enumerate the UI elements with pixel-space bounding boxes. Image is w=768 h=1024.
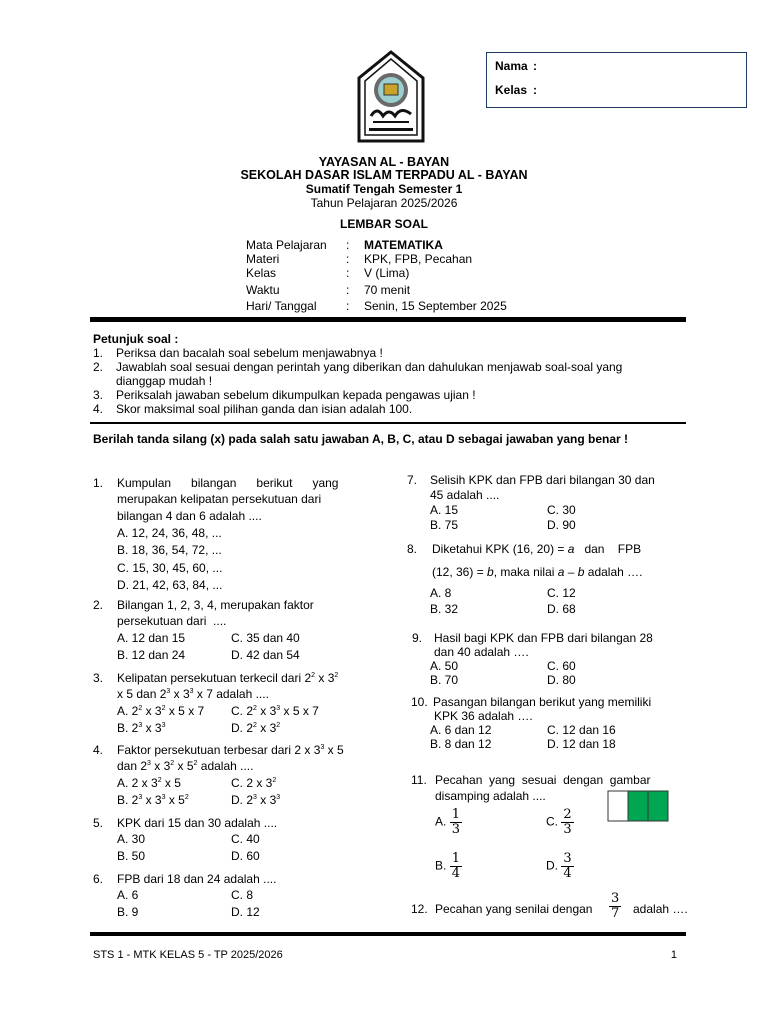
option-b[interactable] bbox=[117, 720, 166, 736]
question-text: disamping adalah .... bbox=[435, 789, 546, 803]
info-row-tanggal bbox=[246, 299, 646, 314]
text-part: x 3 bbox=[142, 704, 162, 718]
text-part: x 3 bbox=[142, 793, 162, 807]
info-key: Hari/ Tanggal bbox=[246, 299, 317, 313]
question-number: 1. bbox=[93, 476, 104, 490]
question-12 bbox=[407, 892, 697, 926]
text-part: x 3 bbox=[256, 721, 277, 735]
option-b[interactable]: B. 32 bbox=[430, 602, 459, 616]
exponent: 2 bbox=[253, 722, 257, 729]
option-c[interactable]: C. 8 bbox=[231, 888, 254, 902]
info-value: MATEMATIKA bbox=[364, 238, 443, 252]
info-row-subject bbox=[246, 238, 646, 253]
question-text: Bilangan 1, 2, 3, 4, merupakan faktor bbox=[117, 598, 314, 612]
fraction bbox=[609, 892, 621, 921]
school-logo bbox=[357, 50, 425, 143]
fraction bbox=[561, 808, 573, 837]
question-2 bbox=[93, 597, 361, 663]
shaded-part bbox=[648, 791, 668, 821]
option-b[interactable]: B. 70 bbox=[430, 673, 459, 687]
exponent: 2 bbox=[157, 777, 162, 784]
info-sep: : bbox=[346, 299, 350, 313]
option-c[interactable]: C. 40 bbox=[231, 832, 260, 846]
question-text bbox=[432, 564, 643, 580]
info-value: 70 menit bbox=[364, 283, 411, 297]
question-text: persekutuan dari .... bbox=[117, 614, 227, 628]
instruction-item bbox=[93, 375, 688, 389]
option-c[interactable]: C. 30 bbox=[547, 503, 576, 517]
option-b[interactable]: B. 18, 36, 54, 72, ... bbox=[117, 543, 222, 557]
option-d[interactable] bbox=[546, 852, 574, 881]
option-b[interactable] bbox=[117, 792, 189, 808]
text-part: B. 2 bbox=[117, 721, 139, 735]
text-part: x 5 dan 2 bbox=[117, 687, 167, 701]
instruction-item bbox=[93, 403, 688, 417]
numerator: 2 bbox=[563, 807, 572, 822]
exponent: 2 bbox=[276, 722, 281, 729]
unshaded-part bbox=[608, 791, 628, 821]
option-c[interactable]: C. 12 dan 16 bbox=[547, 723, 616, 737]
name-class-box bbox=[486, 52, 747, 108]
option-a[interactable]: A. 15 bbox=[430, 503, 459, 517]
instruction-number: 2. bbox=[93, 360, 104, 374]
text-part: x 5 x 7 bbox=[165, 704, 205, 718]
option-d[interactable] bbox=[231, 792, 280, 808]
fraction bbox=[450, 808, 462, 837]
question-text: 45 adalah .... bbox=[430, 488, 500, 502]
option-c[interactable] bbox=[231, 703, 319, 719]
option-b[interactable] bbox=[435, 852, 462, 881]
question-text bbox=[117, 686, 269, 702]
footer-label: STS 1 - MTK KELAS 5 - TP 2025/2026 bbox=[93, 949, 283, 961]
info-row-waktu bbox=[246, 283, 646, 298]
text-part: (12, 36) = bbox=[432, 565, 488, 579]
text-part: B. 2 bbox=[117, 793, 139, 807]
question-text: KPK 36 adalah …. bbox=[434, 709, 533, 723]
instruction-item bbox=[93, 361, 688, 375]
instructions-divider bbox=[90, 422, 686, 424]
kelas-row bbox=[495, 83, 537, 97]
instruction-text: Jawablah soal sesuai dengan perintah yang diberikan dan dahulukan menjawab soal-soal yang bbox=[116, 360, 623, 374]
instructions-list bbox=[93, 347, 688, 419]
option-b[interactable]: B. 12 dan 24 bbox=[117, 648, 186, 662]
footer-divider bbox=[90, 932, 686, 936]
question-text: KPK dari 15 dan 30 adalah .... bbox=[117, 816, 278, 830]
answer-instruction: Berilah tanda silang (x) pada salah satu jawaban A, B, C, atau D sebagai jawaban yang benar ! bbox=[93, 432, 629, 446]
text-part: C. 2 x 3 bbox=[231, 776, 273, 790]
text-part: x 5 bbox=[324, 743, 344, 757]
sheet-title: LEMBAR SOAL bbox=[340, 217, 428, 231]
exponent: 3 bbox=[189, 688, 194, 695]
info-value: V (Lima) bbox=[364, 266, 410, 280]
question-text: bilangan 4 dan 6 adalah .... bbox=[117, 509, 262, 523]
question-8 bbox=[407, 541, 687, 617]
exponent: 3 bbox=[276, 794, 281, 801]
instructions-title: Petunjuk soal : bbox=[93, 332, 179, 346]
option-a[interactable]: A. 12, 24, 36, 48, ... bbox=[117, 526, 222, 540]
info-row-kelas bbox=[246, 266, 646, 281]
page-number: 1 bbox=[670, 949, 677, 961]
exponent: 3 bbox=[253, 794, 257, 801]
option-d[interactable]: D. 68 bbox=[547, 602, 576, 616]
question-text: merupakan kelipatan persekutuan dari bbox=[117, 492, 322, 506]
question-number: 8. bbox=[407, 542, 418, 556]
denominator: 4 bbox=[563, 866, 572, 881]
text-part: x 7 adalah .... bbox=[193, 687, 269, 701]
question-7 bbox=[407, 473, 687, 535]
option-letter: C. bbox=[546, 814, 558, 829]
numerator: 1 bbox=[451, 851, 460, 866]
question-text: dan 40 adalah …. bbox=[434, 645, 529, 659]
text-part: x 5 bbox=[165, 793, 185, 807]
academic-year: Tahun Pelajaran 2025/2026 bbox=[310, 196, 458, 210]
exponent: 2 bbox=[138, 705, 143, 712]
exponent: 3 bbox=[147, 760, 151, 767]
option-d[interactable]: D. 12 bbox=[231, 905, 260, 919]
option-a[interactable]: A. 8 bbox=[430, 586, 452, 600]
option-letter: D. bbox=[546, 858, 558, 873]
option-a[interactable]: A. 6 dan 12 bbox=[430, 723, 492, 737]
question-text: adalah …. bbox=[633, 902, 688, 916]
option-d[interactable]: D. 80 bbox=[547, 673, 576, 687]
text-part: x 5 x 7 bbox=[280, 704, 319, 718]
option-d[interactable] bbox=[231, 720, 280, 736]
question-number: 2. bbox=[93, 598, 104, 612]
question-5 bbox=[93, 815, 361, 865]
question-number: 12. bbox=[411, 902, 428, 916]
school-name: SEKOLAH DASAR ISLAM TERPADU AL - BAYAN bbox=[240, 168, 528, 182]
numerator: 1 bbox=[451, 807, 460, 822]
instruction-text: Periksalah jawaban sebelum dikumpulkan kepada pengawas ujian ! bbox=[116, 388, 476, 402]
text-part: x 5 bbox=[161, 776, 181, 790]
option-c[interactable]: C. 60 bbox=[547, 659, 576, 673]
exponent: 2 bbox=[253, 705, 257, 712]
question-text bbox=[432, 541, 641, 557]
nama-row bbox=[495, 59, 537, 73]
question-number: 7. bbox=[407, 473, 418, 487]
info-value: Senin, 15 September 2025 bbox=[364, 299, 507, 313]
text-part: x 3 bbox=[256, 704, 277, 718]
question-text bbox=[117, 758, 253, 774]
option-a[interactable]: A. 50 bbox=[430, 659, 459, 673]
fraction bbox=[450, 852, 462, 881]
question-10 bbox=[407, 695, 687, 753]
exponent: 2 bbox=[311, 672, 316, 679]
option-d[interactable]: D. 90 bbox=[547, 518, 576, 532]
info-sep: : bbox=[346, 266, 350, 280]
exponent: 2 bbox=[193, 760, 198, 767]
question-number: 11. bbox=[411, 773, 427, 787]
fraction bbox=[561, 852, 573, 881]
exponent: 3 bbox=[161, 794, 166, 801]
text-part: x 3 bbox=[150, 759, 171, 773]
numerator: 3 bbox=[563, 851, 572, 866]
text-part: , maka nilai bbox=[493, 565, 558, 579]
text-part: x 3 bbox=[256, 793, 277, 807]
question-text: Pecahan yang senilai dengan bbox=[435, 902, 593, 916]
instruction-number: 1. bbox=[93, 346, 104, 360]
denominator: 3 bbox=[451, 822, 460, 837]
question-number: 4. bbox=[93, 743, 104, 757]
exam-info bbox=[246, 238, 646, 318]
text-part: x 3 bbox=[170, 687, 190, 701]
info-value: KPK, FPB, Pecahan bbox=[364, 252, 473, 266]
exponent: 3 bbox=[320, 744, 325, 751]
instruction-number: 4. bbox=[93, 402, 104, 416]
exponent: 3 bbox=[276, 705, 281, 712]
option-d[interactable]: D. 21, 42, 63, 84, ... bbox=[117, 578, 223, 592]
info-key: Materi bbox=[246, 252, 280, 266]
info-key: Waktu bbox=[246, 283, 280, 297]
option-a[interactable]: A. 6 bbox=[117, 888, 139, 902]
question-number: 10. bbox=[411, 695, 428, 709]
question-text: FPB dari 18 dan 24 adalah .... bbox=[117, 872, 277, 886]
option-c[interactable]: C. 15, 30, 45, 60, ... bbox=[117, 561, 223, 575]
instruction-number: 3. bbox=[93, 388, 104, 402]
option-d[interactable]: D. 42 dan 54 bbox=[231, 648, 300, 662]
option-c[interactable] bbox=[231, 775, 276, 791]
question-text: Pecahan yang sesuai dengan gambar bbox=[435, 773, 651, 787]
question-number: 6. bbox=[93, 872, 104, 886]
option-a[interactable] bbox=[117, 775, 181, 791]
exponent: 2 bbox=[161, 705, 166, 712]
text-part: x 3 bbox=[315, 671, 335, 685]
denominator: 4 bbox=[451, 866, 460, 881]
fraction-body bbox=[609, 892, 621, 921]
question-text: Hasil bagi KPK dan FPB dari bilangan 28 bbox=[434, 631, 653, 645]
exponent: 3 bbox=[161, 722, 166, 729]
exponent: 3 bbox=[138, 794, 143, 801]
text-part: A. 2 bbox=[117, 704, 139, 718]
option-d[interactable]: D. 12 dan 18 bbox=[547, 737, 616, 751]
info-key: Kelas bbox=[246, 266, 277, 280]
nama-label: Nama bbox=[495, 59, 528, 73]
text-part: Diketahui KPK (16, 20) = bbox=[432, 542, 568, 556]
question-3 bbox=[93, 670, 368, 736]
text-part: Faktor persekutuan terbesar dari 2 x 3 bbox=[117, 743, 321, 757]
question-text: Kumpulan bilangan berikut yang bbox=[117, 476, 339, 490]
option-d[interactable]: D. 60 bbox=[231, 849, 260, 863]
text-part: D. 2 bbox=[231, 721, 254, 735]
exponent: 2 bbox=[334, 672, 339, 679]
option-a[interactable]: A. 12 dan 15 bbox=[117, 631, 186, 645]
option-letter: A. bbox=[435, 814, 447, 829]
info-sep: : bbox=[346, 283, 350, 297]
info-key: Mata Pelajaran bbox=[246, 238, 327, 252]
option-a[interactable] bbox=[435, 808, 462, 837]
instruction-text: Periksa dan bacalah soal sebelum menjawabnya ! bbox=[116, 346, 383, 360]
exponent: 3 bbox=[166, 688, 171, 695]
info-row-materi bbox=[246, 252, 646, 267]
exponent: 2 bbox=[272, 777, 277, 784]
yayasan-title: YAYASAN AL - BAYAN bbox=[318, 155, 450, 169]
text-part: A. 2 x 3 bbox=[117, 776, 158, 790]
exponent: 3 bbox=[138, 722, 143, 729]
option-a[interactable] bbox=[117, 703, 204, 719]
nama-separator: : bbox=[533, 59, 537, 73]
exponent: 2 bbox=[184, 794, 189, 801]
text-part: dan 2 bbox=[117, 759, 148, 773]
info-sep: : bbox=[346, 252, 350, 266]
text-part: x 3 bbox=[142, 721, 162, 735]
question-text: Pasangan bilangan berikut yang memiliki bbox=[433, 695, 652, 709]
question-text: Selisih KPK dan FPB dari bilangan 30 dan bbox=[430, 473, 655, 487]
fraction-figure bbox=[607, 790, 669, 822]
text-part: x 5 bbox=[174, 759, 194, 773]
expression: a – b bbox=[557, 565, 585, 579]
kelas-label: Kelas bbox=[495, 83, 528, 97]
variable-a: a bbox=[567, 542, 575, 556]
text-part: adalah .... bbox=[197, 759, 254, 773]
question-9 bbox=[407, 631, 687, 689]
variable-b: b bbox=[487, 565, 494, 579]
option-b[interactable]: B. 9 bbox=[117, 905, 139, 919]
info-sep: : bbox=[346, 238, 350, 252]
instruction-item bbox=[93, 389, 688, 403]
option-b[interactable]: B. 75 bbox=[430, 518, 459, 532]
option-c[interactable]: C. 12 bbox=[547, 586, 576, 600]
denominator: 3 bbox=[563, 822, 572, 837]
option-c[interactable] bbox=[546, 808, 574, 837]
question-number: 9. bbox=[412, 631, 423, 645]
question-4 bbox=[93, 742, 368, 808]
text-part: dan FPB bbox=[574, 542, 642, 556]
question-number: 3. bbox=[93, 671, 104, 685]
exam-name: Sumatif Tengah Semester 1 bbox=[305, 182, 463, 196]
exponent: 2 bbox=[170, 760, 175, 767]
option-c[interactable]: C. 35 dan 40 bbox=[231, 631, 300, 645]
question-6 bbox=[93, 871, 361, 921]
text-part: Kelipatan persekutuan terkecil dari 2 bbox=[117, 671, 312, 685]
instruction-text: dianggap mudah ! bbox=[116, 374, 213, 388]
header-divider bbox=[90, 317, 686, 322]
text-part: adalah …. bbox=[584, 565, 643, 579]
shaded-part bbox=[628, 791, 648, 821]
option-a[interactable]: A. 30 bbox=[117, 832, 146, 846]
question-text bbox=[117, 742, 344, 758]
text-part: D. 2 bbox=[231, 793, 254, 807]
instruction-text: Skor maksimal soal pilihan ganda dan isian adalah 100. bbox=[116, 402, 413, 416]
denominator: 7 bbox=[611, 906, 620, 921]
kelas-separator: : bbox=[533, 83, 537, 97]
option-b[interactable]: B. 50 bbox=[117, 849, 146, 863]
option-letter: B. bbox=[435, 858, 447, 873]
question-text bbox=[117, 670, 338, 686]
option-b[interactable]: B. 8 dan 12 bbox=[430, 737, 492, 751]
numerator: 3 bbox=[611, 891, 620, 906]
question-1 bbox=[93, 475, 361, 590]
text-part: C. 2 bbox=[231, 704, 254, 718]
instruction-item bbox=[93, 347, 688, 361]
question-number: 5. bbox=[93, 816, 104, 830]
